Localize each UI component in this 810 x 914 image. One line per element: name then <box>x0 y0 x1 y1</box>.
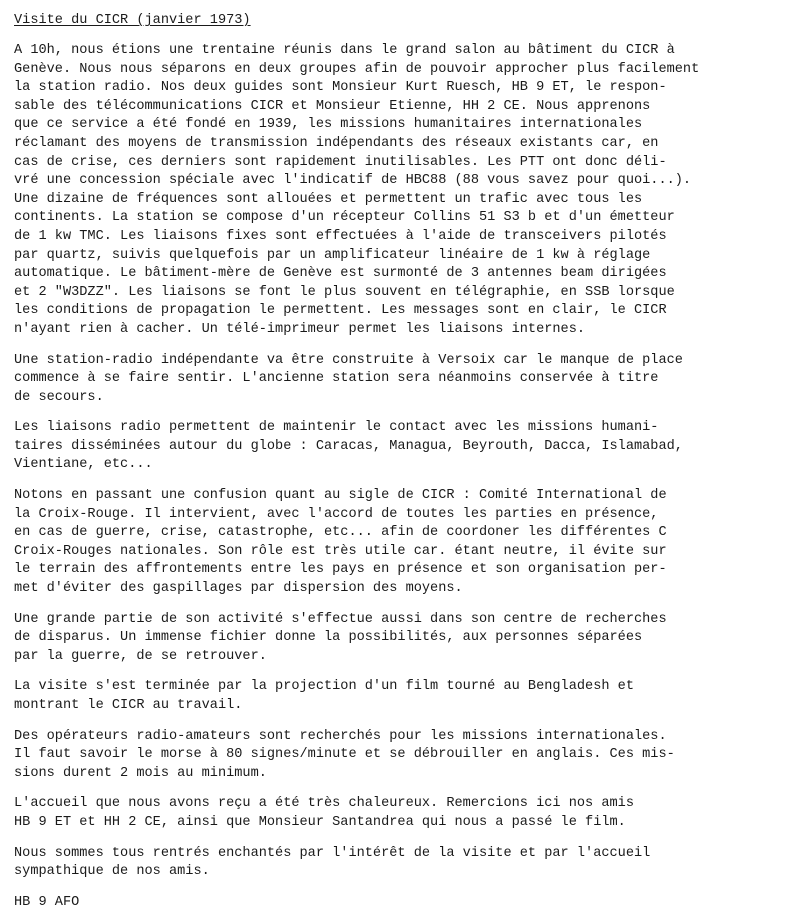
text-line: les conditions de propagation le permettent. Les messages sont en clair, le CICR <box>14 303 667 319</box>
text-line: Une station-radio indépendante va être construite à Versoix car le manque de place <box>14 352 683 368</box>
document-page <box>14 12 804 912</box>
text-line: de 1 kw TMC. Les liaisons fixes sont effectuées à l'aide de transceivers pilotés <box>14 228 667 244</box>
text-line: la Croix-Rouge. Il intervient, avec l'accord de toutes les parties en présence, <box>14 506 659 522</box>
text-line: par la guerre, de se retrouver. <box>14 648 267 664</box>
text-line: le terrain des affrontements entre les pays en présence et son organisation per- <box>14 562 667 578</box>
paragraph <box>14 795 804 832</box>
text-line: n'ayant rien à cacher. Un télé-imprimeur permet les liaisons internes. <box>14 321 586 337</box>
text-line: Genève. Nous nous séparons en deux groupes afin de pouvoir approcher plus facilement <box>14 61 700 77</box>
text-line: réclamant des moyens de transmission indépendants des réseaux existants car, en <box>14 135 659 151</box>
text-line: montrant le CICR au travail. <box>14 698 243 713</box>
text-line: Vientiane, etc... <box>14 457 153 473</box>
text-line: Les liaisons radio permettent de maintenir le contact avec les missions humani- <box>14 420 659 436</box>
text-line: HB 9 ET et HH 2 CE, ainsi que Monsieur Santandrea qui nous a passé le film. <box>14 814 626 830</box>
text-line: A 10h, nous étions une trentaine réunis dans le grand salon au bâtiment du CICR à <box>14 43 675 58</box>
paragraph <box>14 487 804 599</box>
text-line: Une dizaine de fréquences sont allouées et permettent un trafic avec tous les <box>14 191 643 207</box>
text-line: Des opérateurs radio-amateurs sont recherchés pour les missions internationales. <box>14 728 667 744</box>
text-line: que ce service a été fondé en 1939, les missions humanitaires internationales <box>14 117 643 133</box>
paragraph <box>14 845 804 882</box>
text-line: sympathique de nos amis. <box>14 864 210 880</box>
text-line: Notons en passant une confusion quant au sigle de CICR : Comité International de <box>14 488 667 504</box>
text-line: par quartz, suivis quelquefois par un amplificateur linéaire de 1 kw à réglage <box>14 247 651 263</box>
text-line: de disparus. Un immense fichier donne la possibilités, aux personnes séparées <box>14 630 643 646</box>
document-body <box>14 42 804 882</box>
text-line: La visite s'est terminée par la projection d'un film tourné au Bengladesh et <box>14 679 634 695</box>
text-line: de secours. <box>14 389 104 405</box>
text-line: Une grande partie de son activité s'effectue aussi dans son centre de recherches <box>14 611 667 627</box>
document-title: Visite du CICR (janvier 1973) <box>14 13 251 28</box>
text-line: sions durent 2 mois au minimum. <box>14 765 267 781</box>
text-line: taires disséminées autour du globe : Caracas, Managua, Beyrouth, Dacca, Islamabad, <box>14 438 683 454</box>
text-line: continents. La station se compose d'un récepteur Collins 51 S3 b et d'un émetteur <box>14 210 675 226</box>
paragraph <box>14 611 804 667</box>
text-line: Croix-Rouges nationales. Son rôle est très utile car. étant neutre, il évite sur <box>14 543 667 559</box>
signature: HB 9 AFO <box>14 894 80 910</box>
text-line: cas de crise, ces derniers sont rapidement inutilisables. Les PTT ont donc déli- <box>14 154 667 170</box>
text-line: en cas de guerre, crise, catastrophe, etc... afin de coordoner les différentes C <box>14 525 667 541</box>
text-line: et 2 "W3DZZ". Les liaisons se font le plus souvent en télégraphie, en SSB lorsque <box>14 284 675 300</box>
paragraph <box>14 419 804 475</box>
text-line: sable des télécommunications CICR et Monsieur Etienne, HH 2 CE. Nous apprenons <box>14 98 651 114</box>
text-line: commence à se faire sentir. L'ancienne station sera néanmoins conservée à titre <box>14 371 659 387</box>
paragraph <box>14 352 804 408</box>
text-line: vré une concession spéciale avec l'indicatif de HBC88 (88 vous savez pour quoi...). <box>14 173 692 189</box>
text-line: la station radio. Nos deux guides sont Monsieur Kurt Ruesch, HB 9 ET, le respon- <box>14 80 667 96</box>
text-line: Nous sommes tous rentrés enchantés par l'intérêt de la visite et par l'accueil <box>14 845 651 861</box>
paragraph <box>14 678 804 715</box>
paragraph <box>14 728 804 784</box>
text-line: L'accueil que nous avons reçu a été très chaleureux. Remercions ici nos amis <box>14 796 634 812</box>
text-line: automatique. Le bâtiment-mère de Genève est surmonté de 3 antennes beam dirigées <box>14 266 667 282</box>
paragraph <box>14 42 804 340</box>
text-line: Il faut savoir le morse à 80 signes/minute et se débrouiller en anglais. Ces mis- <box>14 747 675 763</box>
text-line: met d'éviter des gaspillages par dispersion des moyens. <box>14 581 463 597</box>
